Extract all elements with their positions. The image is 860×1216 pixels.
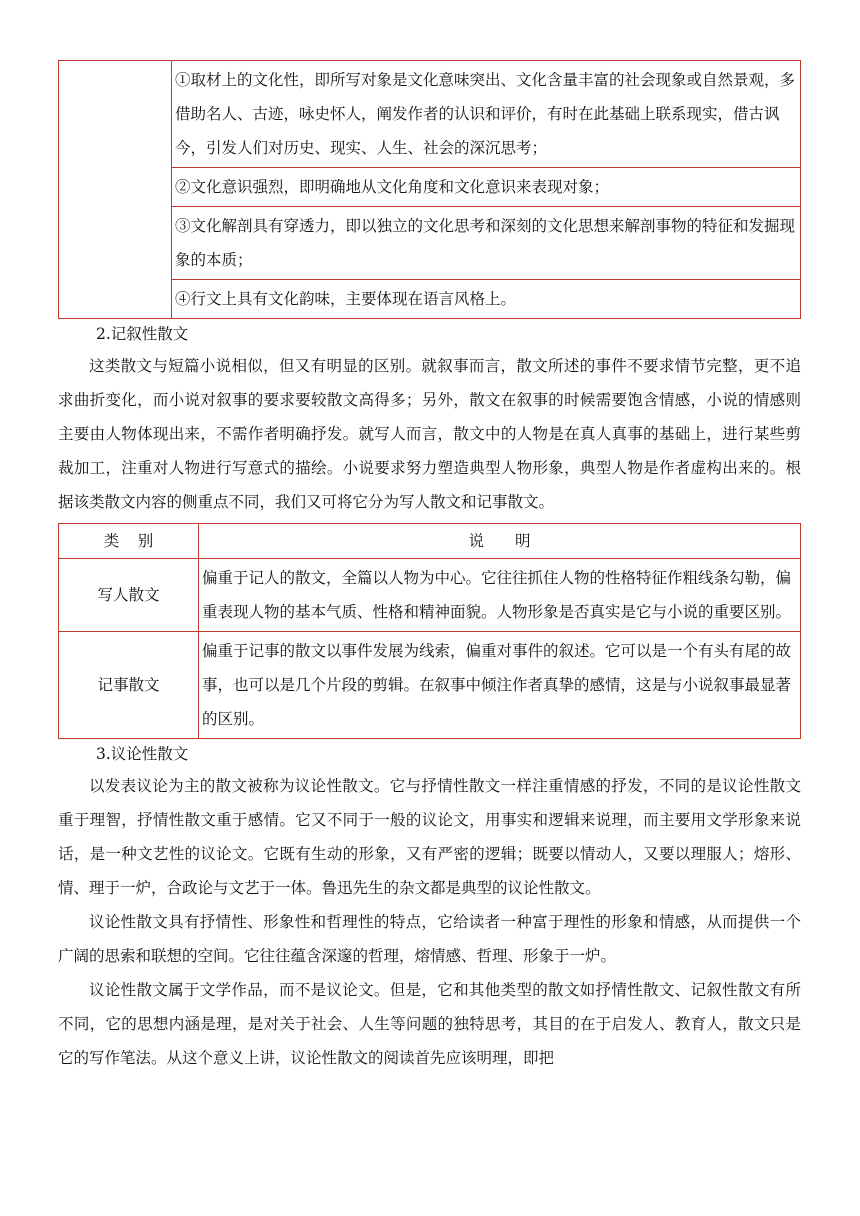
feature-table bbox=[58, 60, 801, 319]
body-paragraph: 以发表议论为主的散文被称为议论性散文。它与抒情性散文一样注重情感的抒发，不同的是议论性散文重于理智，抒情性散文重于感情。它又不同于一般的议论文，用事实和逻辑来说理，而主要用文学形象来说话，是一种文艺性的议论文。它既有生动的形象，又有严密的逻辑；既要以情动人，又要以理服人；熔形、情、理于一炉，合政论与文艺于一体。鲁迅先生的杂文都是典型的议论性散文。 bbox=[58, 777, 801, 897]
body-paragraph: 议论性散文属于文学作品，而不是议论文。但是，它和其他类型的散文如抒情性散文、记叙性散文有所不同，它的思想内涵是理，是对关于社会、人生等问题的独特思考，其目的在于启发人、教育人，散文只是它的写作笔法。从这个意义上讲，议论性散文的阅读首先应该明理，即把 bbox=[58, 981, 801, 1067]
section-heading: 2.记叙性散文 bbox=[96, 325, 189, 343]
header-description: 说明 bbox=[199, 524, 801, 559]
body-paragraph: 这类散文与短篇小说相似，但又有明显的区别。就叙事而言，散文所述的事件不要求情节完整，更不追求曲折变化，而小说对叙事的要求要较散文高得多；另外，散文在叙事的时候需要饱含情感，小说的情感则主要由人物体现出来，不需作者明确抒发。就写人而言，散文中的人物是在真人真事的基础上，进行某些剪裁加工，注重对人物进行写意式的描绘。小说要求努力塑造典型人物形象，典型人物是作者虚构出来的。根据该类散文内容的侧重点不同，我们又可将它分为写人散文和记事散文。 bbox=[58, 357, 801, 511]
table-cell: ①取材上的文化性，即所写对象是文化意味突出、文化含量丰富的社会现象或自然景观，多借助名人、古迹，咏史怀人，阐发作者的认识和评价，有时在此基础上联系现实，借古讽今，引发人们对历史、现实、人生、社会的深沉思考； bbox=[172, 61, 801, 168]
category-cell: 记事散文 bbox=[59, 632, 199, 739]
description-cell: 偏重于记事的散文以事件发展为线索，偏重对事件的叙述。它可以是一个有头有尾的故事，也可以是几个片段的剪辑。在叙事中倾注作者真挚的感情，这是与小说叙事最显著的区别。 bbox=[199, 632, 801, 739]
table-row bbox=[59, 61, 801, 168]
table-cell: ③文化解剖具有穿透力，即以独立的文化思考和深刻的文化思想来解剖事物的特征和发掘现象的本质； bbox=[172, 207, 801, 280]
table-cell: ②文化意识强烈，即明确地从文化角度和文化意识来表现对象； bbox=[172, 168, 801, 207]
table-row bbox=[59, 559, 801, 632]
table-row bbox=[59, 632, 801, 739]
category-cell: 写人散文 bbox=[59, 559, 199, 632]
table-label-cell bbox=[59, 61, 172, 319]
table-cell: ④行文上具有文化韵味，主要体现在语言风格上。 bbox=[172, 280, 801, 319]
document-page bbox=[58, 60, 801, 1075]
description-cell: 偏重于记人的散文，全篇以人物为中心。它往往抓住人物的性格特征作粗线条勾勒，偏重表现人物的基本气质、性格和精神面貌。人物形象是否真实是它与小说的重要区别。 bbox=[199, 559, 801, 632]
body-paragraph: 议论性散文具有抒情性、形象性和哲理性的特点，它给读者一种富于理性的形象和情感，从而提供一个广阔的思索和联想的空间。它往往蕴含深邃的哲理，熔情感、哲理、形象于一炉。 bbox=[58, 913, 801, 965]
type-table bbox=[58, 523, 801, 739]
table-header-row bbox=[59, 524, 801, 559]
header-category: 类别 bbox=[59, 524, 199, 559]
section-heading: 3.议论性散文 bbox=[96, 745, 189, 763]
